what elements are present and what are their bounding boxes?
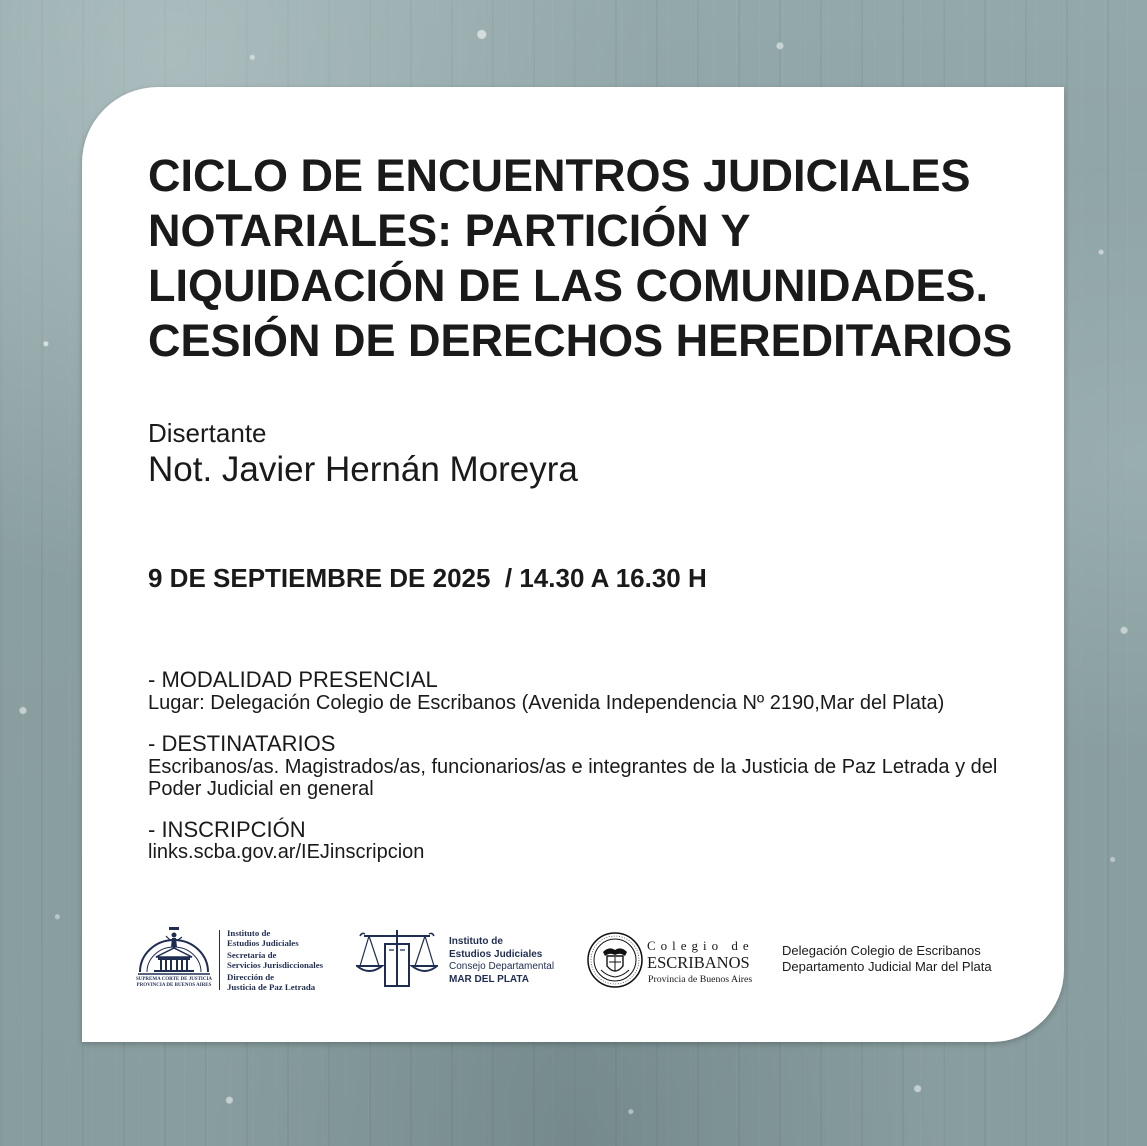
modality-location <box>148 692 944 714</box>
audience-heading: - DESTINATARIOS <box>148 731 336 756</box>
title-line: LIQUIDACIÓN DE LAS COMUNIDADES. <box>148 260 989 311</box>
registration-url: links.scba.gov.ar/IEJinscripcion <box>148 841 425 863</box>
title-line: CICLO DE ENCUENTROS JUDICIALES <box>148 150 971 201</box>
modality-heading: - MODALIDAD PRESENCIAL <box>148 667 438 692</box>
iej-line: Estudios Judiciales <box>449 948 543 960</box>
event-title <box>148 148 1012 368</box>
speaker-name: Not. Javier Hernán Moreyra <box>148 450 578 489</box>
title-line: CESIÓN DE DERECHOS HEREDITARIOS <box>148 315 1013 366</box>
scba-line: Instituto de <box>227 928 271 938</box>
delegation-text <box>782 943 992 975</box>
event-date-time: 9 DE SEPTIEMBRE DE 2025 / 14.30 A 16.30 H <box>148 563 707 593</box>
registration-link <box>148 841 424 863</box>
iej-line: Instituto de <box>449 936 503 947</box>
scba-seal-line: SUPREMA CORTE DE JUSTICIA <box>135 977 213 982</box>
iej-line: Consejo Departamental <box>449 961 555 972</box>
colegio-line: Colegio de <box>647 938 754 953</box>
scales-of-justice-icon <box>356 928 438 990</box>
scba-seal-caption <box>134 977 214 989</box>
logo-divider <box>219 930 220 990</box>
audience-line: Poder Judicial en general <box>148 778 374 800</box>
scba-institution-text <box>227 928 323 992</box>
audience-line: Escribanos/as. Magistrados/as, funcionarios/as e integrantes de la Justicia de Paz Letrada y del <box>148 756 998 778</box>
speaker-label: Disertante <box>148 418 267 448</box>
colegio-line: ESCRIBANOS <box>647 953 750 972</box>
scba-line: Secretaría de <box>227 950 277 960</box>
notary-seal-icon <box>587 932 643 988</box>
delegation-line: Departamento Judicial Mar del Plata <box>782 959 992 974</box>
scba-line: Servicios Jurisdiccionales <box>227 960 324 970</box>
iej-line: MAR DEL PLATA <box>449 973 529 985</box>
scba-line: Estudios Judiciales <box>227 938 299 948</box>
title-line: NOTARIALES: PARTICIÓN Y <box>148 205 751 256</box>
scba-line: Justicia de Paz Letrada <box>227 982 316 992</box>
modality-line: Lugar: Delegación Colegio de Escribanos (Avenida Independencia Nº 2190,Mar del Plata) <box>148 692 945 714</box>
iej-institution-text <box>449 936 554 986</box>
scba-seal-line: PROVINCIA DE BUENOS AIRES <box>136 983 212 988</box>
colegio-line: Provincia de Buenos Aires <box>648 974 753 985</box>
audience-text <box>148 756 997 800</box>
scba-line: Dirección de <box>227 972 274 982</box>
registration-heading: - INSCRIPCIÓN <box>148 817 306 842</box>
delegation-line: Delegación Colegio de Escribanos <box>782 943 981 958</box>
supreme-court-building-icon <box>136 926 212 976</box>
